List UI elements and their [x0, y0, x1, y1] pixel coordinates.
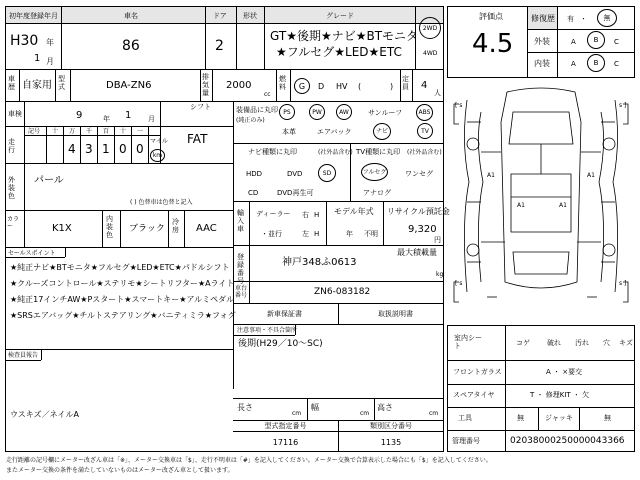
new-car-warranty: 新車保証書	[267, 310, 302, 318]
inspection-label: 車検	[8, 110, 22, 118]
equipment-pw-circle: PW	[309, 104, 325, 120]
mileage-digit: 3	[85, 142, 93, 156]
repair-no-circle: 無	[597, 9, 617, 27]
navi-cd: CD	[248, 189, 259, 197]
class-number-label: 類別区分番号	[370, 422, 412, 430]
mileage-unit-100k: 十	[52, 128, 59, 135]
repair-history-label: 修復歴	[531, 14, 555, 23]
equipment-sunroof: サンルーフ	[368, 109, 403, 117]
mileage-unit-100: 百	[103, 128, 110, 135]
navi-dvd-playback: DVD再生可	[277, 189, 314, 197]
tv-fullseg-circle: フルセグ	[361, 163, 388, 181]
km-circle: km	[150, 149, 165, 162]
equipment-airbag: エアバック	[317, 128, 352, 136]
door-count: 2	[215, 38, 224, 54]
vehicle-use-label: 車歴	[8, 75, 15, 91]
mileage-unit-10: 十	[120, 128, 127, 135]
interior-grade-b-circle: B	[587, 54, 605, 72]
footer-note-2: またメーター交換の条件を満たしていないものはメーター改ざん車として扱います。	[6, 467, 234, 474]
model-year-suffix: 年	[346, 230, 353, 238]
inspection-month: 1	[125, 110, 132, 121]
sheet-item: 穴	[603, 339, 610, 347]
selling-point-line: ★純正ナビ★BTモニタ★フルセグ★LED★ETC★パドルシフト	[10, 263, 230, 272]
grade-line-2: ★フルセグ★LED★ETC	[276, 45, 402, 59]
diagram-mark: A1	[517, 202, 525, 209]
exterior-color-label: 外装色	[8, 176, 15, 200]
import-parallel: ・並行	[261, 230, 282, 238]
interior-grade-c: C	[614, 60, 619, 68]
fuel-d: D	[318, 82, 325, 91]
selling-point-line: ★純正17インチAW★Pスタート★スマートキー★アルミペダル	[10, 295, 235, 304]
sheet-item: キズ	[619, 339, 633, 347]
tv-type-note: (社外品含む)	[407, 149, 442, 156]
model-year-label: モデル年式	[334, 207, 374, 216]
interior-grade-label: 内装	[534, 59, 550, 68]
front-glass-value: A ・ ×要交	[546, 368, 583, 376]
navi-sd-circle: SD	[318, 164, 336, 182]
width-unit: cm	[360, 410, 370, 417]
navi-hdd: HDD	[246, 170, 263, 178]
registration-label: 登録番号	[237, 253, 244, 285]
chassis-number: ZN6-083182	[314, 287, 371, 297]
fuel-g-circle: G	[294, 78, 310, 94]
exterior-color: パール	[34, 175, 64, 186]
equipment-note: (純正のみ)	[236, 117, 265, 124]
jack-label: ジャッキ	[545, 414, 573, 422]
fuel-paren-close: )	[390, 82, 394, 91]
mileage-unit-mark: 記号	[28, 128, 41, 135]
footer-note-1: 走行距離の記号欄にメーター改ざん車は「※」、メーター交換車は「$」、走行不明車は「#」を記入してください。メーター交換で合算表示した場合にも「$」を記入してください。	[6, 457, 492, 464]
first-reg-month-suffix: 月	[46, 57, 54, 66]
first-reg-month: 1	[34, 53, 41, 64]
jack-value: 無	[604, 414, 611, 422]
drive-4wd: 4WD	[423, 50, 438, 57]
height-unit: cm	[429, 410, 439, 417]
mile-label: マイル	[150, 138, 168, 145]
grade-line-1: GT★後期★ナビ★BTモニタ	[270, 29, 419, 43]
interior-color: ブラック	[129, 224, 165, 234]
exterior-grade-b-circle: B	[587, 31, 605, 49]
navi-type-label: ナビ種類に丸印	[248, 148, 297, 156]
equipment-abs-circle: ABS	[416, 104, 433, 121]
car-name-label: 車名	[124, 12, 138, 20]
exterior-grade-c: C	[614, 38, 619, 46]
length-unit: cm	[292, 410, 302, 417]
selling-points-label: セールスポイント	[8, 250, 56, 257]
max-load-unit: kg	[436, 271, 444, 278]
exhibitor-notes-label: 注意事項・不具合箇所	[237, 327, 298, 334]
recycle-fee: 9,320	[408, 224, 437, 235]
navi-dvd: DVD	[287, 170, 303, 178]
recycle-yen: 円	[434, 236, 441, 244]
inspector-report-label: 検査員報告	[8, 352, 39, 359]
inspection-month-suffix: 月	[148, 115, 155, 123]
fuel-paren-open: (	[358, 82, 362, 91]
ac-value: AAC	[196, 223, 217, 234]
exterior-color-note: ( ) 色替車は色替と記入	[130, 199, 193, 206]
interior-color-label: 内装色	[106, 215, 113, 239]
owners-manual: 取扱説明書	[378, 310, 413, 318]
mileage-digit: 0	[119, 142, 127, 156]
mileage-digit: 1	[102, 142, 110, 156]
car-name: 86	[122, 38, 140, 54]
ac-label: 冷房	[172, 218, 179, 234]
diagram-mark: A1	[487, 172, 495, 179]
equipment-leather: 本革	[282, 128, 296, 136]
capacity-label: 定員	[402, 75, 409, 91]
color-code-label: カラー	[7, 216, 20, 230]
width-label: 幅	[311, 403, 319, 412]
equipment-label: 装備品に丸印	[236, 106, 278, 114]
sheet-item: 汚れ	[575, 339, 589, 347]
length-label: 長さ	[237, 403, 253, 412]
tv-oneseg: ワンセグ	[405, 170, 433, 178]
chassis-label: 車台番号	[235, 285, 248, 299]
drive-2wd-circle: 2WD	[419, 17, 441, 39]
model-code: DBA-ZN6	[106, 80, 152, 91]
shape-label: 形状	[243, 12, 257, 20]
navi-type-note: (社外品含む)	[318, 149, 353, 156]
type-number: 17116	[272, 438, 299, 447]
displacement-label: 排気量	[202, 73, 209, 97]
import-right: 右	[302, 211, 309, 219]
tools-value: 無	[517, 414, 524, 422]
first-reg-year-suffix: 年	[46, 38, 54, 47]
door-label: ドア	[213, 12, 227, 20]
capacity: 4	[421, 80, 428, 91]
registration-number: 神戸348ふ0613	[282, 257, 357, 268]
diagram-mark: A1	[559, 202, 567, 209]
sheet-item: コゲ	[516, 339, 530, 347]
grade-label: グレード	[326, 12, 354, 20]
vehicle-use: 自家用	[22, 80, 52, 91]
first-reg-era: H30	[10, 33, 39, 49]
color-code: K1X	[52, 223, 72, 234]
tools-label: 工具	[458, 414, 472, 422]
cc-unit: cc	[264, 91, 271, 98]
equipment-tv-circle: TV	[417, 123, 433, 139]
tv-type-label: TV種類に丸印	[356, 148, 401, 156]
import-left: 左	[302, 230, 309, 238]
shift-label: シフト	[190, 103, 211, 111]
first-reg-label: 初年度登録年月	[9, 12, 58, 20]
car-outline-icon	[447, 82, 635, 322]
interior-grade-a: A	[571, 60, 576, 68]
mileage-digit: 4	[68, 142, 76, 156]
score-label: 評価点	[479, 12, 503, 21]
max-load-label: 最大積載量	[397, 248, 437, 257]
exterior-grade-a: A	[571, 38, 576, 46]
class-number: 1135	[380, 438, 402, 447]
capacity-unit: 人	[434, 89, 441, 97]
mileage-unit-10k: 万	[69, 128, 76, 135]
model-year-unknown: 不明	[364, 230, 378, 238]
spare-tire-value: T ・ 修理KIT ・ 欠	[530, 391, 590, 399]
overall-score: 4.5	[472, 29, 514, 59]
displacement: 2000	[226, 80, 252, 91]
repair-separator: ・	[580, 15, 587, 23]
import-h: H	[314, 230, 320, 238]
front-glass-label: フロントガラス	[453, 368, 502, 376]
equipment-navi-circle: ナビ	[373, 123, 391, 140]
selling-point-line: ★クルーズコントロール★ステリモ★シートリフター★Aライト	[10, 279, 235, 288]
model-label: 型式	[58, 75, 65, 91]
recycle-label: リサイクル預託金	[387, 207, 450, 216]
import-h: H	[314, 211, 320, 219]
mileage-digit: 0	[136, 142, 144, 156]
exterior-grade-label: 外装	[534, 37, 550, 46]
fuel-hv: HV	[336, 82, 348, 91]
selling-point-line: ★SRSエアバッグ★チルトステアリング★バニティミラ★フォグ	[10, 311, 236, 320]
inspector-report-text: ウスキズ／ネイルA	[10, 410, 79, 419]
management-number: 02038000250000043366	[510, 436, 625, 446]
repair-yes: 有	[567, 15, 574, 23]
inspection-year-suffix: 年	[103, 115, 110, 123]
diagram-mark: A1	[587, 172, 595, 179]
equipment-ps-circle: PS	[279, 104, 295, 120]
equipment-aw-circle: AW	[336, 104, 352, 120]
height-label: 高さ	[377, 403, 393, 412]
interior-sheet-label: 室内シート	[454, 334, 482, 350]
mileage-label: 走行	[8, 138, 15, 154]
management-number-label: 管理番号	[452, 437, 480, 445]
fuel-label: 燃料	[279, 75, 286, 91]
import-dealer: ディーラー	[256, 210, 291, 218]
damage-diagram: [ s s ] [ s s ] A1 A1 A1 A1	[447, 82, 635, 322]
exhibitor-notes-text: 後期(H29／10〜SC)	[238, 339, 323, 349]
shift-value: FAT	[187, 132, 208, 146]
import-label: 輸入車	[237, 209, 244, 233]
spare-tire-label: スペアタイヤ	[453, 391, 495, 399]
type-number-label: 型式指定番号	[264, 422, 307, 430]
tv-analog: アナログ	[363, 189, 391, 197]
sheet-item: 破れ	[547, 339, 561, 347]
mileage-unit-1k: 千	[86, 128, 93, 135]
inspection-year: 9	[76, 110, 83, 121]
mileage-unit-1: 一	[137, 128, 144, 135]
